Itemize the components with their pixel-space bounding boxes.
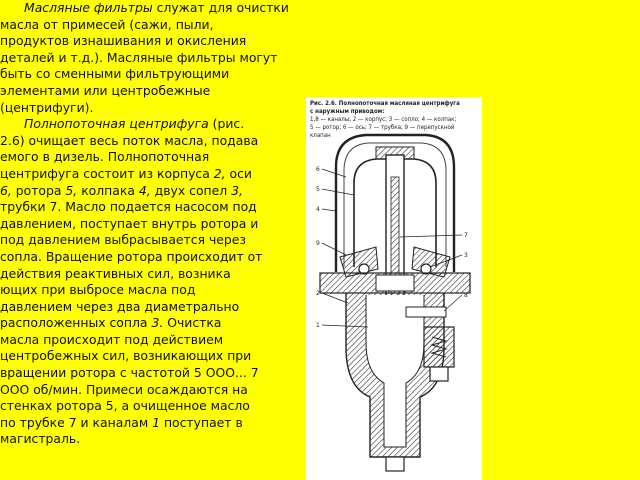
p2-line-5-e: 4, [138, 182, 151, 198]
caption-title-2: с наружным приводом: [310, 108, 385, 116]
p2-line-13-b: Очистка [163, 315, 222, 331]
label-7: 7 [464, 232, 468, 239]
p2-line-3: емого в дизель. Полнопоточная [0, 149, 210, 165]
leader-5 [322, 189, 354, 195]
p2-line-19 [0, 415, 282, 432]
leader-6 [322, 169, 346, 177]
body-text [0, 0, 289, 448]
p2-line-12: давлением через два диаметрально [0, 298, 240, 314]
housing-flange-gap [376, 275, 414, 291]
label-1: 1 [316, 322, 320, 329]
label-3: 3 [464, 252, 468, 259]
label-9: 9 [316, 240, 320, 247]
p1-line-1-rest: служат для очистки [152, 0, 289, 15]
p2-line-18: стенках ротора 5, а очищенное масло [0, 398, 250, 414]
p2-line-5-a: 6, [0, 182, 12, 198]
p1-line-5: быть со сменными фильтрующими [0, 66, 230, 82]
p2-line-14: масла происходит под действием [0, 331, 224, 347]
leader-9 [322, 243, 346, 255]
p2-line-6: трубки 7. Масло подается насосом под [0, 199, 257, 215]
p2-line-19-a: по трубке 7 и каналам [0, 414, 153, 430]
label-2: 2 [316, 290, 320, 297]
p2-line-17: ООО об/мин. Примеси осаждаются на [0, 381, 248, 397]
p2-line-5 [0, 183, 282, 200]
p2-line-13-a: расположенных сопла [0, 315, 152, 331]
leader-2 [322, 293, 348, 303]
p2-line-10: действия реактивных сил, возника [0, 265, 231, 281]
p1-line-3: продуктов изнашивания и окисления [0, 33, 247, 49]
p2-line-16: вращении ротора с частотой 5 ООО... 7 [0, 365, 259, 381]
leader-8 [444, 295, 462, 311]
p2-line-1-rest: (рис. [208, 116, 245, 132]
p2-line-1 [0, 116, 282, 133]
label-4: 4 [316, 206, 320, 213]
p2-line-5-g: 3, [231, 182, 243, 198]
drain-plug [386, 457, 404, 471]
p2-line-4 [0, 166, 282, 183]
centrifuge-drawing [306, 97, 482, 480]
term-centrifuge: Полнопоточная центрифуга [24, 116, 209, 132]
p2-line-11: ющих при выбросе масла под [0, 282, 196, 298]
caption-legend-2: 5 — ротор; 6 — ось; 7 — трубка; 9 — перепускной [310, 124, 455, 132]
p2-line-19-b: поступает в [160, 414, 243, 430]
p2-line-8: под давлением выбрасывается через [0, 232, 246, 248]
p2-line-5-c: 5, [65, 182, 78, 198]
p2-line-2: 2.6) очищает весь поток масла, подава [0, 132, 259, 148]
p2-line-7: давлением, поступает внутрь ротора и [0, 215, 259, 231]
p2-line-4-a: центрифуга состоит из корпуса [0, 165, 214, 181]
label-6: 6 [316, 166, 320, 173]
caption-legend-3: клапан [310, 132, 331, 140]
p2-line-4-b: оси [225, 165, 252, 181]
p1-line-2: масла от примесей (сажи, пыли, [0, 16, 214, 32]
label-8: 8 [464, 292, 468, 299]
p2-line-15: центробежных сил, возникающих при [0, 348, 252, 364]
caption-title: Рис. 2.6. Полнопоточная масляная центрифуга [310, 100, 460, 107]
label-5: 5 [316, 186, 320, 193]
oil-channel [406, 307, 446, 317]
p2-line-19-num: 1 [152, 414, 160, 430]
leader-4 [322, 209, 336, 211]
leader-7 [400, 235, 462, 237]
caption-legend-1: 1,8 — каналы; 2 — корпус; 3 — сопло; 4 — колпак; [310, 116, 457, 124]
p2-line-5-d: колпака [77, 182, 139, 198]
p2-line-4-num: 2, [213, 165, 226, 181]
p2-line-13-num: 3. [151, 315, 164, 331]
p1-line-7: (центрифуги). [0, 99, 94, 115]
p2-line-9: сопла. Вращение ротора происходит от [0, 248, 263, 264]
term-oil-filters: Масляные фильтры [24, 0, 153, 15]
p2-line-13 [0, 315, 282, 332]
p2-line-5-b: ротора [11, 182, 66, 198]
p1-line-1 [0, 0, 289, 17]
valve-plug [430, 367, 448, 381]
p1-line-6: элементами или центробежные [0, 82, 211, 98]
p2-line-20: магистраль. [0, 431, 81, 447]
p2-line-5-f: двух сопел [150, 182, 232, 198]
p1-line-4: деталей и т.д.). Масляные фильтры могут [0, 49, 278, 65]
